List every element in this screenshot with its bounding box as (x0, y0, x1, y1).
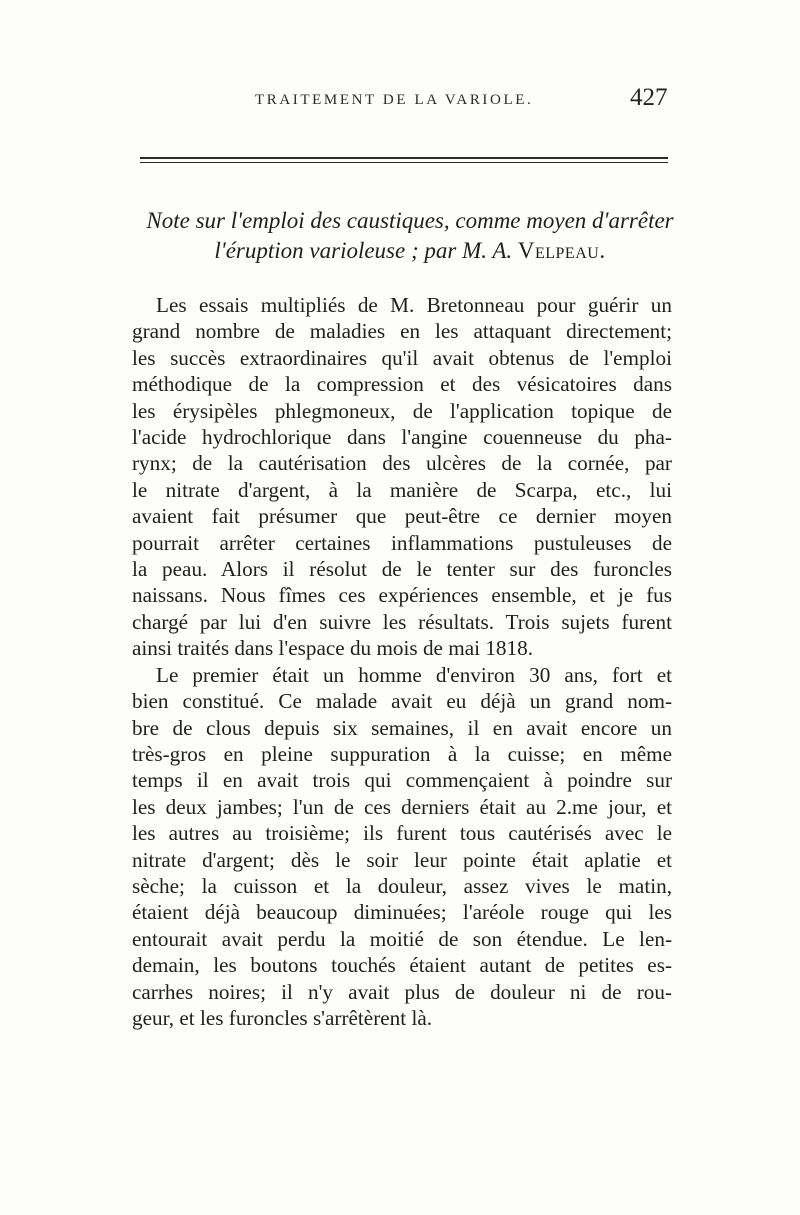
body-line: l'acide hydrochlorique dans l'angine couenneuse du pha- (132, 425, 672, 450)
page-number: 427 (630, 84, 668, 111)
body-line: le nitrate d'argent, à la manière de Scarpa, etc., lui (132, 477, 672, 502)
body-line: nitrate d'argent; dès le soir leur pointe était aplatie et (132, 847, 672, 872)
body-line: très-gros en pleine suppuration à la cuisse; en même (132, 741, 672, 766)
header-rule-thin (140, 162, 668, 163)
body-line: les deux jambes; l'un de ces derniers était au 2.me jour, et (132, 794, 672, 819)
article-title-line-2 (120, 236, 700, 266)
body-line: entourait avait perdu la moitié de son étendue. Le len- (132, 926, 672, 951)
body-line: les érysipèles phlegmoneux, de l'application topique de (132, 398, 672, 423)
author-name: Velpeau. (517, 238, 606, 263)
body-line: ainsi traités dans l'espace du mois de mai 1818. (132, 636, 533, 661)
body-line: grand nombre de maladies en les attaquant directement; (132, 319, 672, 344)
body-line: Le premier était un homme d'environ 30 ans, fort et (156, 662, 672, 687)
body-line: chargé par lui d'en suivre les résultats. Trois sujets furent (132, 609, 672, 634)
body-line: les succès extraordinaires qu'il avait obtenus de l'emploi (132, 345, 672, 370)
body-line: demain, les boutons touchés étaient autant de petites es- (132, 953, 672, 978)
body-line: carrhes noires; il n'y avait plus de douleur ni de rou- (132, 979, 672, 1004)
body-line: avaient fait présumer que peut-être ce dernier moyen (132, 504, 672, 529)
body-line: méthodique de la compression et des vésicatoires dans (132, 372, 672, 397)
body-line: bre de clous depuis six semaines, il en avait encore un (132, 715, 672, 740)
article-body (132, 292, 672, 1031)
body-line: sèche; la cuisson et la douleur, assez vives le matin, (132, 873, 672, 898)
body-line: les autres au troisième; ils furent tous cautérisés avec le (132, 821, 672, 846)
article-title-line-1: Note sur l'emploi des caustiques, comme moyen d'arrêter (146, 208, 674, 233)
body-line: pourrait arrêter certaines inflammations pustuleuses de (132, 530, 672, 555)
article-title (120, 206, 700, 266)
body-line: la peau. Alors il résolut de le tenter sur des furoncles (132, 557, 672, 582)
body-line: Les essais multipliés de M. Bretonneau pour guérir un (156, 293, 672, 317)
body-line: naissans. Nous fîmes ces expériences ensemble, et je fus (132, 583, 672, 608)
header-rule-thick (140, 157, 668, 159)
body-line: geur, et les furoncles s'arrêtèrent là. (132, 1005, 433, 1030)
body-line: bien constitué. Ce malade avait eu déjà un grand nom- (132, 689, 672, 714)
body-line: temps il en avait trois qui commençaient à poindre sur (132, 768, 672, 793)
body-line: étaient déjà beaucoup diminuées; l'aréole rouge qui les (132, 900, 672, 925)
article-title-line-2-text: l'éruption varioleuse ; par M. A. (214, 238, 518, 263)
body-line: rynx; de la cautérisation des ulcères de la cornée, par (132, 451, 672, 476)
running-head: TRAITEMENT DE LA VARIOLE. (255, 92, 534, 108)
